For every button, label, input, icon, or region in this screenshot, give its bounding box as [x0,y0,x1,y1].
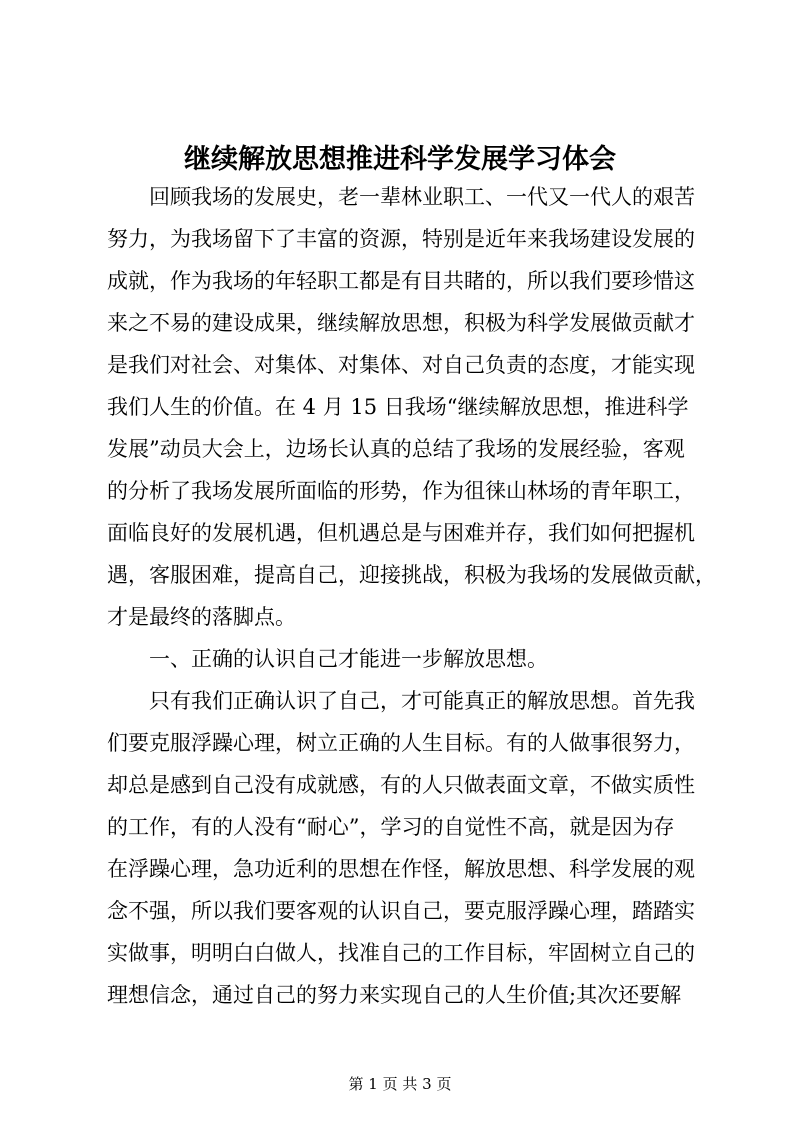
body-line: 遇，客服困难，提高自己，迎接挑战，积极为我场的发展做贡献， [107,563,716,587]
body-line: 的工作，有的人没有“耐心”，学习的自觉性不高，就是因为存 [107,815,675,839]
body-line: 实做事，明明白白做人，找准自己的工作目标，牢固树立自己的 [107,941,695,965]
body-line: 来之不易的建设成果，继续解放思想，积极为科学发展做贡献才 [107,311,695,335]
body-line: 发展”动员大会上，边场长认真的总结了我场的发展经验，客观 [107,437,685,461]
body-line: 们要克服浮躁心理，树立正确的人生目标。有的人做事很努力， [107,731,695,755]
page-number-footer: 第 1 页 共 3 页 [348,1075,452,1093]
body-line: 才是最终的落脚点。 [107,605,296,629]
section-heading: 一、正确的认识自己才能进一步解放思想。 [107,647,548,671]
body-line: 却总是感到自己没有成就感，有的人只做表面文章，不做实质性 [107,773,695,797]
body-line: 的分析了我场发展所面临的形势，作为徂徕山林场的青年职工， [107,479,695,503]
document-title: 继续解放思想推进科学发展学习体会 [184,144,616,175]
body-line: 只有我们正确认识了自己，才可能真正的解放思想。首先我 [107,689,695,713]
body-line: 念不强，所以我们要客观的认识自己，要克服浮躁心理，踏踏实 [107,899,695,923]
body-line: 是我们对社会、对集体、对集体、对自己负责的态度，才能实现 [107,353,695,377]
body-line: 努力，为我场留下了丰富的资源，特别是近年来我场建设发展的 [107,227,695,251]
body-line: 面临良好的发展机遇，但机遇总是与困难并存，我们如何把握机 [107,521,695,545]
body-line: 理想信念，通过自己的努力来实现自己的人生价值;其次还要解 [107,983,682,1007]
body-line: 成就，作为我场的年轻职工都是有目共睹的，所以我们要珍惜这 [107,269,695,293]
body-line: 在浮躁心理，急功近利的思想在作怪，解放思想、科学发展的观 [107,857,695,881]
body-line: 回顾我场的发展史，老一辈林业职工、一代又一代人的艰苦 [107,185,695,209]
body-line: 我们人生的价值。在 4 月 15 日我场“继续解放思想，推进科学 [107,395,689,419]
